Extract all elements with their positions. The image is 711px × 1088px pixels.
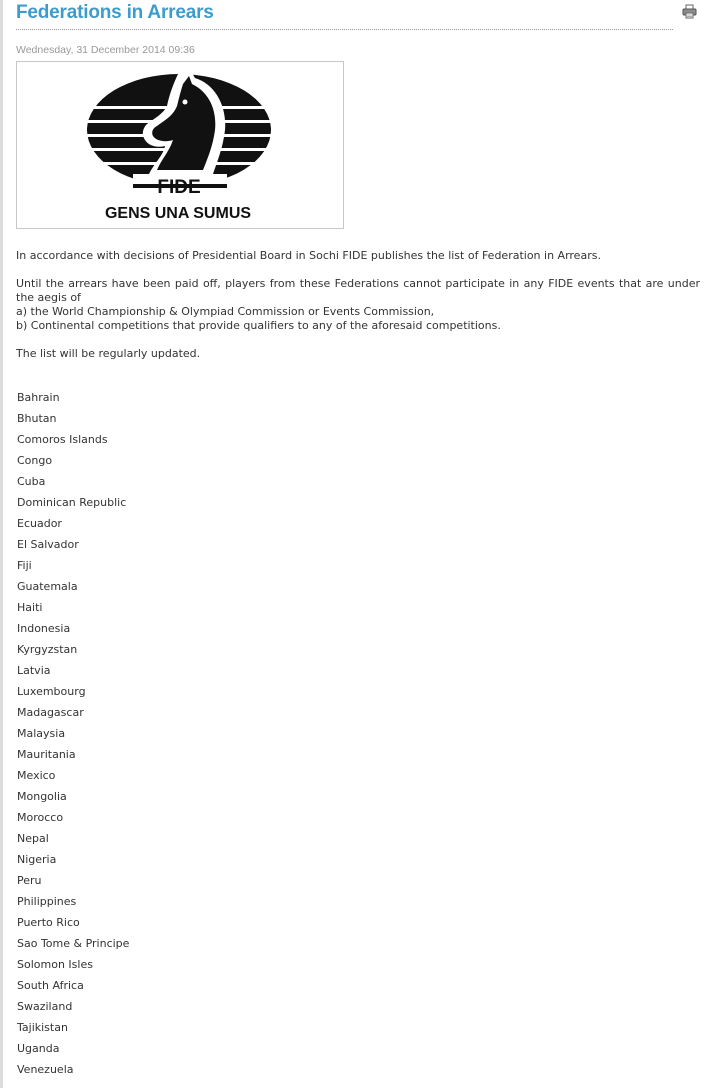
list-item: Luxembourg	[17, 685, 86, 698]
list-item: Haiti	[17, 601, 43, 614]
list-item: Uganda	[17, 1042, 60, 1055]
list-item: Puerto Rico	[17, 916, 80, 929]
list-item: Cuba	[17, 475, 46, 488]
restriction-item-a: a) the World Championship & Olympiad Commission or Events Commission,	[16, 305, 435, 318]
article-body	[16, 249, 700, 375]
article-header	[16, 0, 673, 30]
list-item: Indonesia	[17, 622, 71, 635]
restriction-item-b: b) Continental competitions that provide qualifiers to any of the aforesaid competitions.	[16, 319, 501, 332]
list-item: Nigeria	[17, 853, 57, 866]
list-item: Fiji	[17, 559, 32, 572]
fide-logo-graphic	[17, 62, 343, 228]
list-item: Mongolia	[17, 790, 67, 803]
update-note: The list will be regularly updated.	[16, 347, 201, 360]
article-title[interactable]: Federations in Arrears	[16, 2, 214, 23]
list-item: Morocco	[17, 811, 64, 824]
list-item: South Africa	[17, 979, 84, 992]
left-border	[0, 0, 3, 1088]
list-item: Nepal	[17, 832, 49, 845]
list-item: Bahrain	[17, 391, 60, 404]
list-item: Congo	[17, 454, 53, 467]
list-item: Sao Tome & Principe	[17, 937, 130, 950]
list-item: Dominican Republic	[17, 496, 127, 509]
list-item: Mexico	[17, 769, 56, 782]
restriction-paragraph	[16, 277, 700, 333]
printer-icon[interactable]	[682, 4, 697, 19]
list-item: El Salvador	[17, 538, 79, 551]
federation-list	[17, 390, 129, 1083]
restriction-text: Until the arrears have been paid off, players from these Federations cannot participate in any FIDE events that are under the aegis of	[16, 277, 700, 304]
logo-name: FIDE	[157, 177, 201, 198]
list-item: Swaziland	[17, 1000, 73, 1013]
list-item: Peru	[17, 874, 42, 887]
list-item: Ecuador	[17, 517, 62, 530]
list-item: Latvia	[17, 664, 51, 677]
intro-paragraph: In accordance with decisions of Presidential Board in Sochi FIDE publishes the list of Federation in Arrears.	[16, 249, 601, 262]
list-item: Venezuela	[17, 1063, 74, 1076]
list-item: Guatemala	[17, 580, 78, 593]
article	[16, 0, 700, 1076]
article-date: Wednesday, 31 December 2014 09:36	[16, 44, 195, 56]
list-item: Tajikistan	[17, 1021, 68, 1034]
list-item: Madagascar	[17, 706, 84, 719]
fide-logo	[16, 61, 344, 229]
list-item: Bhutan	[17, 412, 57, 425]
list-item: Mauritania	[17, 748, 76, 761]
list-item: Philippines	[17, 895, 77, 908]
list-item: Malaysia	[17, 727, 66, 740]
list-item: Comoros Islands	[17, 433, 108, 446]
list-item: Kyrgyzstan	[17, 643, 78, 656]
logo-motto: GENS UNA SUMUS	[104, 205, 252, 222]
list-item: Solomon Isles	[17, 958, 93, 971]
